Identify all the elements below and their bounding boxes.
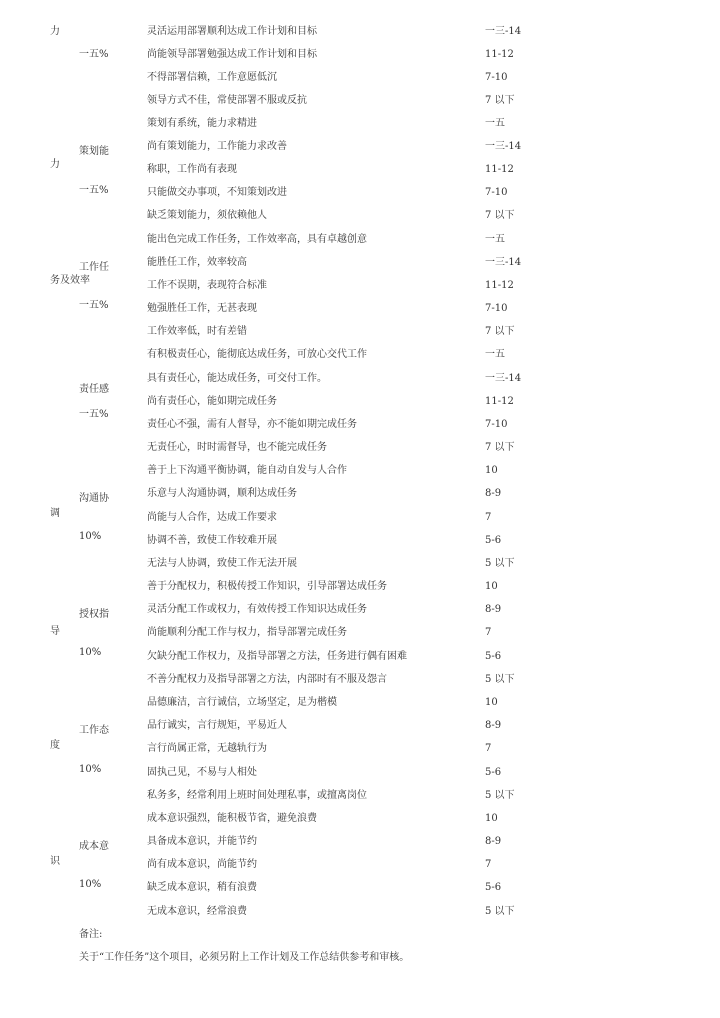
criterion-description: 工作不误期，表现符合标准	[147, 280, 267, 291]
criterion-score: 7	[485, 743, 492, 754]
criterion-description: 言行尚属正常，无越轨行为	[147, 743, 267, 754]
criterion-label: 10%	[79, 531, 102, 542]
criterion-description: 私务多，经常利用上班时间处理私事，或擅离岗位	[147, 790, 367, 801]
criterion-score: 11-12	[485, 280, 514, 291]
criterion-score: 5-6	[485, 767, 502, 778]
criterion-score: 7	[485, 512, 492, 523]
criterion-side-label: 导	[50, 626, 60, 637]
criterion-description: 无法与人协调，致使工作无法开展	[147, 558, 297, 569]
criterion-score: 一五	[485, 118, 505, 129]
criterion-description: 策划有系统，能力求精进	[147, 118, 257, 129]
criterion-side-label: 识	[50, 856, 60, 867]
criterion-label: 一五%	[79, 409, 109, 420]
criterion-description: 称职，工作尚有表现	[147, 164, 237, 175]
criterion-description: 领导方式不佳，常使部署不服或反抗	[147, 95, 307, 106]
criterion-score: 7 以下	[485, 442, 515, 453]
criterion-description: 勉强胜任工作，无甚表现	[147, 303, 257, 314]
criterion-score: 11-12	[485, 49, 514, 60]
criterion-score: 7-10	[485, 303, 508, 314]
criterion-label: 工作态	[79, 725, 109, 736]
criterion-label: 授权指	[79, 609, 109, 620]
criterion-label: 10%	[79, 764, 102, 775]
criterion-label: 10%	[79, 879, 102, 890]
criterion-score: 5 以下	[485, 558, 515, 569]
criterion-description: 责任心不强，需有人督导，亦不能如期完成任务	[147, 419, 357, 430]
criterion-score: 一三-14	[485, 257, 522, 268]
criterion-label: 责任感	[79, 384, 109, 395]
criterion-score: 8-9	[485, 720, 502, 731]
criterion-description: 乐意与人沟通协调，顺利达成任务	[147, 488, 297, 499]
criterion-description: 不善分配权力及指导部署之方法，内部时有不服及怨言	[147, 674, 387, 685]
note-label: 备注:	[79, 929, 103, 940]
criterion-score: 7-10	[485, 187, 508, 198]
criterion-score: 5 以下	[485, 674, 515, 685]
criterion-description: 灵活运用部署顺利达成工作计划和目标	[147, 26, 317, 37]
criterion-label: 10%	[79, 647, 102, 658]
criterion-description: 尚能顺利分配工作与权力，指导部署完成任务	[147, 627, 347, 638]
criterion-description: 具备成本意识，并能节约	[147, 836, 257, 847]
criterion-description: 能胜任工作，效率较高	[147, 257, 247, 268]
criterion-description: 具有责任心，能达成任务，可交付工作。	[147, 373, 327, 384]
criterion-label: 一五%	[79, 185, 109, 196]
criterion-description: 善于分配权力，积极传授工作知识，引导部署达成任务	[147, 581, 387, 592]
criterion-score: 10	[485, 581, 498, 592]
criterion-label: 工作任	[79, 262, 109, 273]
criterion-score: 7 以下	[485, 95, 515, 106]
criterion-description: 不得部署信赖，工作意愿低沉	[147, 72, 277, 83]
criterion-side-label: 力	[50, 159, 60, 170]
criterion-score: 一三-14	[485, 26, 522, 37]
criterion-score: 8-9	[485, 836, 502, 847]
criterion-score: 一五	[485, 349, 505, 360]
criterion-score: 5-6	[485, 535, 502, 546]
criterion-description: 善于上下沟通平衡协调，能自动自发与人合作	[147, 465, 347, 476]
criterion-label: 策划能	[79, 146, 109, 157]
criterion-score: 8-9	[485, 604, 502, 615]
criterion-description: 有积极责任心，能彻底达成任务，可放心交代工作	[147, 349, 367, 360]
criterion-score: 10	[485, 813, 498, 824]
criterion-label: 一五%	[79, 300, 109, 311]
criterion-score: 5-6	[485, 882, 502, 893]
criterion-score: 7-10	[485, 72, 508, 83]
criterion-score: 10	[485, 465, 498, 476]
criterion-description: 缺乏成本意识，稍有浪费	[147, 882, 257, 893]
criterion-score: 11-12	[485, 164, 514, 175]
criterion-description: 固执己见，不易与人相处	[147, 767, 257, 778]
criterion-description: 缺乏策划能力，须依赖他人	[147, 210, 267, 221]
criterion-score: 5-6	[485, 651, 502, 662]
criterion-description: 灵活分配工作或权力，有效传授工作知识达成任务	[147, 604, 367, 615]
criterion-side-label: 力	[50, 26, 60, 37]
criterion-side-label: 调	[50, 508, 60, 519]
criterion-description: 只能做交办事项，不知策划改进	[147, 187, 287, 198]
criterion-description: 尚有策划能力，工作能力求改善	[147, 141, 287, 152]
criterion-description: 工作效率低，时有差错	[147, 326, 247, 337]
criterion-side-label: 务及效率	[50, 275, 90, 286]
criterion-score: 8-9	[485, 488, 502, 499]
criterion-score: 一五	[485, 234, 505, 245]
criterion-description: 无成本意识，经常浪费	[147, 906, 247, 917]
criterion-score: 一三-14	[485, 141, 522, 152]
criterion-score: 一三-14	[485, 373, 522, 384]
criterion-description: 能出色完成工作任务，工作效率高，具有卓越创意	[147, 234, 367, 245]
criterion-score: 5 以下	[485, 790, 515, 801]
criterion-label: 一五%	[79, 49, 109, 60]
criterion-description: 协调不善，致使工作较难开展	[147, 535, 277, 546]
criterion-label: 沟通协	[79, 493, 109, 504]
criterion-score: 7 以下	[485, 210, 515, 221]
criterion-description: 品德廉洁，言行诚信，立场坚定，足为楷模	[147, 697, 337, 708]
criterion-score: 7 以下	[485, 326, 515, 337]
note-text: 关于“工作任务”这个项目，必须另附上工作计划及工作总结供参考和审核。	[79, 952, 410, 963]
criterion-description: 品行诚实，言行规矩，平易近人	[147, 720, 287, 731]
criterion-score: 11-12	[485, 396, 514, 407]
criterion-description: 成本意识强烈，能积极节省，避免浪费	[147, 813, 317, 824]
criterion-score: 7-10	[485, 419, 508, 430]
criterion-description: 欠缺分配工作权力，及指导部署之方法，任务进行偶有困难	[147, 651, 407, 662]
criterion-description: 尚有责任心，能如期完成任务	[147, 396, 277, 407]
criterion-description: 尚能领导部署勉强达成工作计划和目标	[147, 49, 317, 60]
criterion-score: 5 以下	[485, 906, 515, 917]
criterion-score: 10	[485, 697, 498, 708]
criterion-description: 尚能与人合作，达成工作要求	[147, 512, 277, 523]
criterion-description: 无责任心，时时需督导，也不能完成任务	[147, 442, 327, 453]
criterion-score: 7	[485, 859, 492, 870]
criterion-description: 尚有成本意识，尚能节约	[147, 859, 257, 870]
criterion-side-label: 度	[50, 740, 60, 751]
criterion-label: 成本意	[79, 841, 109, 852]
criterion-score: 7	[485, 627, 492, 638]
